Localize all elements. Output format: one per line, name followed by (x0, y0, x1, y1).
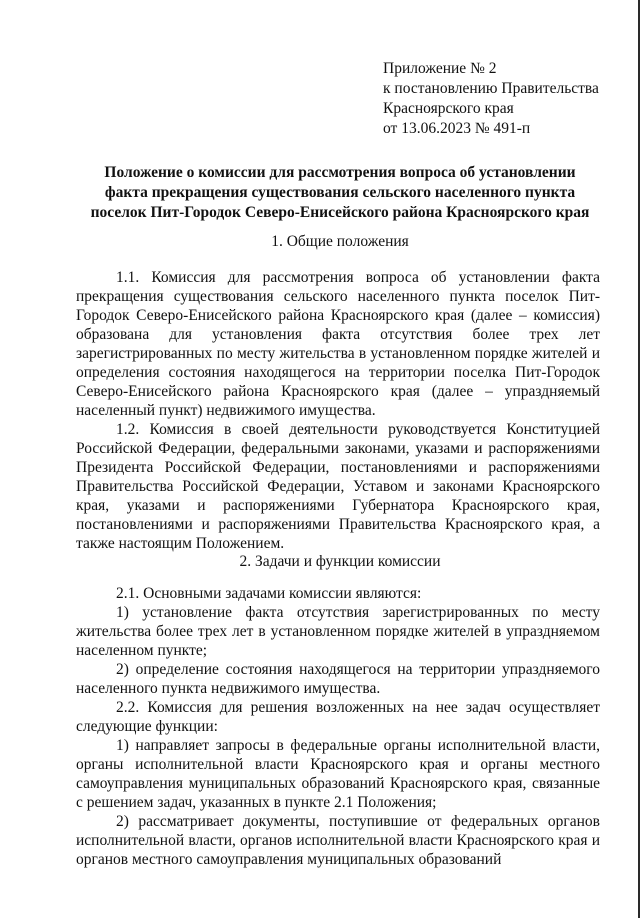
paragraph-2-2-2: 2) рассматривает документы, поступившие от федеральных органов исполнительной власти, органов исполнительной власти Красноярского края и органов местного самоуправления муниципальных образований (76, 813, 600, 868)
paragraph-1-2: 1.2. Комиссия в своей деятельности руководствуется Конституцией Российской Федерации, федеральными законами, указами и распоряжениями Президента Российской Федерации, постановлениями и распоряжениями Правительства Российской Федерации, Уставом и законами Красноярского края, указами и распоряжениями Губернатора Красноярского края, постановлениями и распоряжениями Правительства Красноярского края, а также настоящим Положением. (76, 421, 600, 552)
appendix-date-line: от 13.06.2023 № 491-п (383, 120, 531, 137)
section-1-heading: 1. Общие положения (271, 233, 409, 250)
title-line-2: факта прекращения существования сельского населенного пункта (104, 184, 576, 201)
title-line-3: поселок Пит-Городок Северо-Енисейского района Красноярского края (90, 204, 590, 221)
paragraph-2-1-2: 2) определение состояния находящегося на территории упраздняемого населенного пункта недвижимого имущества. (76, 661, 600, 697)
appendix-block (383, 59, 599, 139)
section-1-body (76, 268, 600, 553)
title-line-1: Положение о комиссии для рассмотрения вопроса об установлении (104, 164, 576, 181)
paragraph-2-1: 2.1. Основными задачами комиссии являются: (116, 585, 422, 602)
document-title (60, 163, 620, 223)
paragraph-2-2: 2.2. Комиссия для решения возложенных на нее задач осуществляет следующие функции: (76, 699, 600, 735)
section-2-heading: 2. Задачи и функции комиссии (239, 553, 441, 570)
section-2-body (76, 584, 600, 869)
paragraph-1-1: 1.1. Комиссия для рассмотрения вопроса об установлении факта прекращения существования сельского населенного пункта поселок Пит-Городок Северо-Енисейского района Красноярского края (далее – комиссия) образована для установления факта отсутствия более трех лет зарегистрированных по месту жительства в установленном порядке жителей и определения состояния находящегося на территории поселка Пит-Городок Северо-Енисейского района Красноярского края (далее – упраздняемый населенный пункт) недвижимого имущества. (76, 269, 600, 419)
appendix-region-line: Красноярского края (383, 100, 514, 117)
appendix-number: Приложение № 2 (383, 60, 497, 77)
appendix-ref-line: к постановлению Правительства (383, 80, 599, 97)
paragraph-2-1-1: 1) установление факта отсутствия зарегистрированных по месту жительства более трех лет в установленном порядке жителей в упраздняемом населенном пункте; (76, 604, 600, 659)
paragraph-2-2-1: 1) направляет запросы в федеральные органы исполнительной власти, органы исполнительной власти Красноярского края и органы местного самоуправления муниципальных образований Красноярского края, связанные с решением задач, указанных в пункте 2.1 Положения; (76, 737, 600, 811)
